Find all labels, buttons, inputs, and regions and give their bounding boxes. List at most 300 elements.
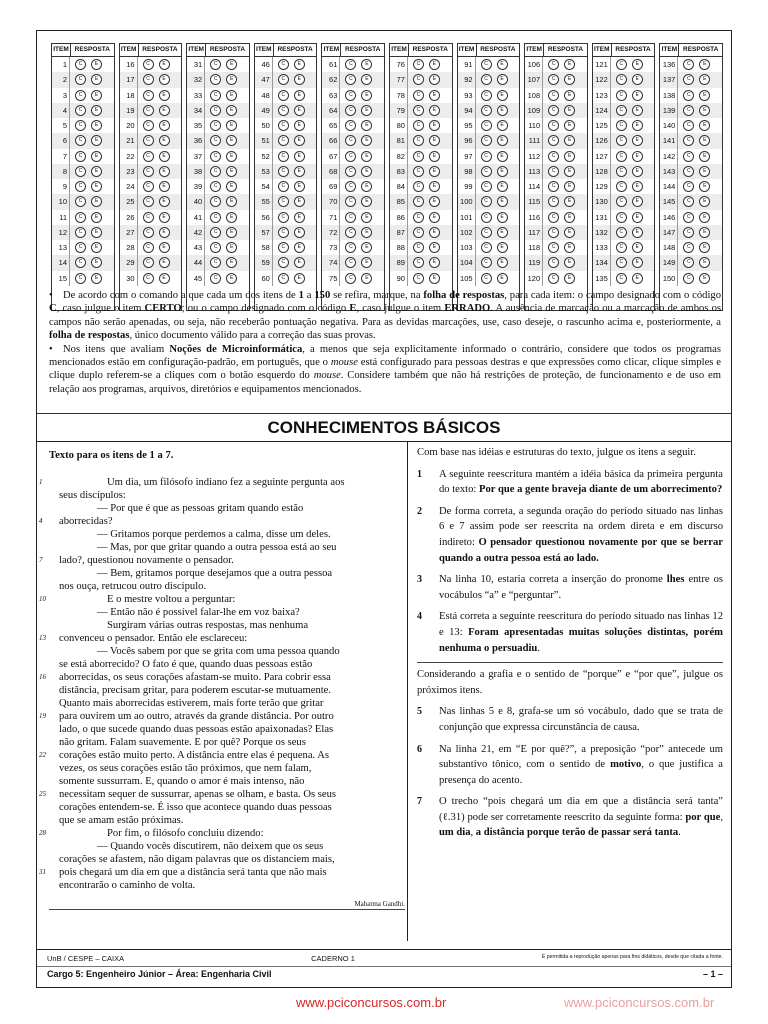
bubble-e[interactable]: E [226, 273, 237, 284]
bubble-c[interactable]: C [616, 105, 627, 116]
bubble-e[interactable]: E [632, 273, 643, 284]
bubble-c[interactable]: C [481, 90, 492, 101]
bubble-e[interactable]: E [429, 212, 440, 223]
bubble-e[interactable]: E [91, 196, 102, 207]
bubble-c[interactable]: C [75, 59, 86, 70]
bubble-e[interactable]: E [294, 257, 305, 268]
bubble-e[interactable]: E [564, 151, 575, 162]
bubble-e[interactable]: E [632, 135, 643, 146]
bubble-c[interactable]: C [548, 257, 559, 268]
bubble-c[interactable]: C [278, 105, 289, 116]
bubble-c[interactable]: C [345, 273, 356, 284]
bubble-c[interactable]: C [75, 242, 86, 253]
bubble-e[interactable]: E [159, 257, 170, 268]
bubble-c[interactable]: C [481, 181, 492, 192]
bubble-e[interactable]: E [497, 59, 508, 70]
bubble-e[interactable]: E [91, 273, 102, 284]
bubble-e[interactable]: E [226, 105, 237, 116]
bubble-e[interactable]: E [91, 212, 102, 223]
bubble-c[interactable]: C [75, 135, 86, 146]
bubble-c[interactable]: C [413, 242, 424, 253]
bubble-c[interactable]: C [683, 181, 694, 192]
bubble-c[interactable]: C [210, 212, 221, 223]
bubble-c[interactable]: C [345, 135, 356, 146]
bubble-e[interactable]: E [632, 242, 643, 253]
bubble-e[interactable]: E [226, 90, 237, 101]
bubble-c[interactable]: C [278, 135, 289, 146]
bubble-e[interactable]: E [429, 181, 440, 192]
bubble-c[interactable]: C [75, 212, 86, 223]
bubble-c[interactable]: C [413, 166, 424, 177]
bubble-e[interactable]: E [429, 257, 440, 268]
bubble-e[interactable]: E [361, 273, 372, 284]
bubble-e[interactable]: E [294, 151, 305, 162]
bubble-e[interactable]: E [429, 242, 440, 253]
bubble-c[interactable]: C [75, 151, 86, 162]
bubble-c[interactable]: C [143, 227, 154, 238]
bubble-c[interactable]: C [481, 151, 492, 162]
bubble-c[interactable]: C [210, 227, 221, 238]
bubble-e[interactable]: E [564, 273, 575, 284]
bubble-e[interactable]: E [564, 74, 575, 85]
bubble-c[interactable]: C [683, 151, 694, 162]
bubble-c[interactable]: C [548, 227, 559, 238]
bubble-e[interactable]: E [632, 196, 643, 207]
bubble-e[interactable]: E [159, 120, 170, 131]
bubble-c[interactable]: C [345, 242, 356, 253]
bubble-c[interactable]: C [210, 120, 221, 131]
bubble-e[interactable]: E [159, 151, 170, 162]
bubble-e[interactable]: E [497, 151, 508, 162]
bubble-e[interactable]: E [361, 242, 372, 253]
bubble-e[interactable]: E [632, 257, 643, 268]
bubble-c[interactable]: C [345, 120, 356, 131]
bubble-c[interactable]: C [210, 135, 221, 146]
bubble-e[interactable]: E [361, 151, 372, 162]
bubble-c[interactable]: C [413, 151, 424, 162]
bubble-e[interactable]: E [699, 196, 710, 207]
bubble-e[interactable]: E [159, 59, 170, 70]
bubble-e[interactable]: E [429, 151, 440, 162]
bubble-c[interactable]: C [345, 74, 356, 85]
bubble-e[interactable]: E [699, 135, 710, 146]
bubble-e[interactable]: E [632, 74, 643, 85]
bubble-c[interactable]: C [616, 196, 627, 207]
bubble-c[interactable]: C [143, 181, 154, 192]
bubble-c[interactable]: C [548, 105, 559, 116]
bubble-c[interactable]: C [75, 105, 86, 116]
bubble-c[interactable]: C [413, 227, 424, 238]
bubble-e[interactable]: E [91, 135, 102, 146]
bubble-c[interactable]: C [210, 181, 221, 192]
bubble-e[interactable]: E [564, 227, 575, 238]
bubble-c[interactable]: C [278, 227, 289, 238]
bubble-c[interactable]: C [278, 90, 289, 101]
bubble-e[interactable]: E [564, 196, 575, 207]
bubble-c[interactable]: C [210, 74, 221, 85]
bubble-e[interactable]: E [632, 120, 643, 131]
bubble-c[interactable]: C [345, 90, 356, 101]
bubble-e[interactable]: E [159, 105, 170, 116]
bubble-c[interactable]: C [210, 151, 221, 162]
bubble-e[interactable]: E [159, 181, 170, 192]
bubble-c[interactable]: C [143, 151, 154, 162]
bubble-c[interactable]: C [345, 196, 356, 207]
bubble-c[interactable]: C [683, 166, 694, 177]
bubble-c[interactable]: C [683, 273, 694, 284]
bubble-c[interactable]: C [143, 135, 154, 146]
bubble-e[interactable]: E [294, 242, 305, 253]
bubble-c[interactable]: C [75, 196, 86, 207]
bubble-c[interactable]: C [616, 74, 627, 85]
bubble-e[interactable]: E [429, 196, 440, 207]
bubble-e[interactable]: E [497, 257, 508, 268]
bubble-e[interactable]: E [632, 59, 643, 70]
bubble-e[interactable]: E [429, 105, 440, 116]
bubble-c[interactable]: C [616, 120, 627, 131]
bubble-e[interactable]: E [226, 257, 237, 268]
bubble-c[interactable]: C [481, 257, 492, 268]
bubble-c[interactable]: C [278, 273, 289, 284]
bubble-e[interactable]: E [226, 59, 237, 70]
bubble-e[interactable]: E [497, 135, 508, 146]
bubble-e[interactable]: E [429, 120, 440, 131]
bubble-e[interactable]: E [91, 120, 102, 131]
bubble-e[interactable]: E [91, 257, 102, 268]
bubble-c[interactable]: C [210, 257, 221, 268]
bubble-c[interactable]: C [75, 273, 86, 284]
bubble-c[interactable]: C [345, 166, 356, 177]
bubble-c[interactable]: C [210, 242, 221, 253]
bubble-c[interactable]: C [278, 257, 289, 268]
bubble-e[interactable]: E [564, 135, 575, 146]
bubble-e[interactable]: E [699, 273, 710, 284]
bubble-e[interactable]: E [159, 273, 170, 284]
bubble-e[interactable]: E [91, 105, 102, 116]
bubble-c[interactable]: C [413, 257, 424, 268]
bubble-e[interactable]: E [294, 181, 305, 192]
bubble-c[interactable]: C [278, 74, 289, 85]
bubble-c[interactable]: C [413, 196, 424, 207]
bubble-c[interactable]: C [345, 257, 356, 268]
bubble-c[interactable]: C [143, 120, 154, 131]
bubble-c[interactable]: C [481, 166, 492, 177]
bubble-c[interactable]: C [75, 90, 86, 101]
bubble-e[interactable]: E [226, 212, 237, 223]
bubble-c[interactable]: C [143, 242, 154, 253]
bubble-c[interactable]: C [75, 166, 86, 177]
bubble-e[interactable]: E [294, 227, 305, 238]
bubble-e[interactable]: E [632, 151, 643, 162]
bubble-c[interactable]: C [548, 196, 559, 207]
bubble-e[interactable]: E [632, 166, 643, 177]
bubble-c[interactable]: C [143, 212, 154, 223]
bubble-e[interactable]: E [699, 227, 710, 238]
bubble-e[interactable]: E [294, 120, 305, 131]
bubble-e[interactable]: E [361, 257, 372, 268]
bubble-c[interactable]: C [143, 166, 154, 177]
bubble-e[interactable]: E [294, 105, 305, 116]
bubble-e[interactable]: E [226, 120, 237, 131]
bubble-e[interactable]: E [564, 105, 575, 116]
bubble-e[interactable]: E [497, 181, 508, 192]
bubble-e[interactable]: E [361, 120, 372, 131]
bubble-c[interactable]: C [548, 181, 559, 192]
bubble-c[interactable]: C [413, 273, 424, 284]
bubble-c[interactable]: C [413, 59, 424, 70]
site-link[interactable]: www.pciconcursos.com.br [296, 995, 447, 1010]
bubble-e[interactable]: E [361, 181, 372, 192]
bubble-e[interactable]: E [361, 196, 372, 207]
bubble-e[interactable]: E [699, 166, 710, 177]
bubble-e[interactable]: E [699, 74, 710, 85]
bubble-e[interactable]: E [91, 227, 102, 238]
bubble-c[interactable]: C [616, 166, 627, 177]
bubble-e[interactable]: E [497, 74, 508, 85]
bubble-e[interactable]: E [564, 181, 575, 192]
bubble-e[interactable]: E [361, 105, 372, 116]
bubble-e[interactable]: E [632, 105, 643, 116]
bubble-c[interactable]: C [548, 212, 559, 223]
bubble-c[interactable]: C [481, 59, 492, 70]
bubble-c[interactable]: C [143, 105, 154, 116]
bubble-e[interactable]: E [429, 90, 440, 101]
bubble-c[interactable]: C [548, 59, 559, 70]
bubble-c[interactable]: C [548, 273, 559, 284]
bubble-e[interactable]: E [564, 59, 575, 70]
bubble-c[interactable]: C [413, 135, 424, 146]
bubble-c[interactable]: C [683, 90, 694, 101]
bubble-e[interactable]: E [564, 120, 575, 131]
bubble-c[interactable]: C [548, 135, 559, 146]
bubble-c[interactable]: C [278, 120, 289, 131]
bubble-c[interactable]: C [481, 227, 492, 238]
bubble-e[interactable]: E [159, 242, 170, 253]
bubble-e[interactable]: E [91, 74, 102, 85]
bubble-e[interactable]: E [91, 90, 102, 101]
bubble-e[interactable]: E [91, 242, 102, 253]
bubble-c[interactable]: C [683, 120, 694, 131]
bubble-e[interactable]: E [699, 120, 710, 131]
bubble-c[interactable]: C [481, 135, 492, 146]
bubble-c[interactable]: C [616, 257, 627, 268]
bubble-c[interactable]: C [345, 59, 356, 70]
bubble-c[interactable]: C [616, 90, 627, 101]
bubble-c[interactable]: C [143, 273, 154, 284]
bubble-c[interactable]: C [683, 59, 694, 70]
bubble-c[interactable]: C [616, 181, 627, 192]
bubble-c[interactable]: C [75, 120, 86, 131]
bubble-c[interactable]: C [413, 105, 424, 116]
bubble-c[interactable]: C [143, 196, 154, 207]
bubble-e[interactable]: E [159, 166, 170, 177]
bubble-e[interactable]: E [361, 59, 372, 70]
bubble-e[interactable]: E [497, 227, 508, 238]
bubble-c[interactable]: C [210, 196, 221, 207]
bubble-e[interactable]: E [91, 181, 102, 192]
bubble-e[interactable]: E [159, 227, 170, 238]
bubble-e[interactable]: E [699, 151, 710, 162]
bubble-e[interactable]: E [429, 59, 440, 70]
bubble-e[interactable]: E [294, 74, 305, 85]
bubble-e[interactable]: E [699, 105, 710, 116]
bubble-c[interactable]: C [548, 242, 559, 253]
bubble-e[interactable]: E [294, 212, 305, 223]
bubble-c[interactable]: C [548, 120, 559, 131]
bubble-e[interactable]: E [361, 166, 372, 177]
bubble-c[interactable]: C [548, 151, 559, 162]
bubble-c[interactable]: C [548, 166, 559, 177]
bubble-c[interactable]: C [278, 151, 289, 162]
bubble-e[interactable]: E [564, 242, 575, 253]
bubble-e[interactable]: E [497, 166, 508, 177]
bubble-c[interactable]: C [345, 227, 356, 238]
bubble-e[interactable]: E [159, 196, 170, 207]
bubble-c[interactable]: C [210, 90, 221, 101]
bubble-e[interactable]: E [564, 90, 575, 101]
bubble-c[interactable]: C [413, 90, 424, 101]
bubble-e[interactable]: E [699, 257, 710, 268]
bubble-e[interactable]: E [294, 135, 305, 146]
bubble-e[interactable]: E [226, 196, 237, 207]
bubble-e[interactable]: E [699, 242, 710, 253]
bubble-e[interactable]: E [429, 227, 440, 238]
bubble-c[interactable]: C [210, 273, 221, 284]
bubble-e[interactable]: E [497, 242, 508, 253]
bubble-e[interactable]: E [497, 196, 508, 207]
bubble-e[interactable]: E [226, 74, 237, 85]
bubble-c[interactable]: C [278, 59, 289, 70]
bubble-e[interactable]: E [226, 135, 237, 146]
bubble-c[interactable]: C [683, 227, 694, 238]
bubble-e[interactable]: E [429, 74, 440, 85]
bubble-e[interactable]: E [159, 135, 170, 146]
bubble-c[interactable]: C [143, 74, 154, 85]
bubble-c[interactable]: C [413, 212, 424, 223]
bubble-e[interactable]: E [497, 212, 508, 223]
bubble-e[interactable]: E [564, 166, 575, 177]
bubble-c[interactable]: C [683, 196, 694, 207]
bubble-c[interactable]: C [278, 242, 289, 253]
bubble-c[interactable]: C [278, 166, 289, 177]
bubble-e[interactable]: E [159, 212, 170, 223]
bubble-c[interactable]: C [210, 59, 221, 70]
bubble-e[interactable]: E [699, 181, 710, 192]
bubble-c[interactable]: C [481, 74, 492, 85]
bubble-e[interactable]: E [361, 212, 372, 223]
bubble-e[interactable]: E [226, 166, 237, 177]
bubble-c[interactable]: C [481, 196, 492, 207]
bubble-c[interactable]: C [481, 105, 492, 116]
bubble-c[interactable]: C [413, 181, 424, 192]
bubble-c[interactable]: C [75, 257, 86, 268]
bubble-c[interactable]: C [345, 151, 356, 162]
bubble-e[interactable]: E [294, 166, 305, 177]
bubble-e[interactable]: E [91, 166, 102, 177]
bubble-e[interactable]: E [429, 166, 440, 177]
bubble-e[interactable]: E [699, 212, 710, 223]
bubble-c[interactable]: C [278, 181, 289, 192]
bubble-e[interactable]: E [159, 90, 170, 101]
bubble-c[interactable]: C [683, 105, 694, 116]
bubble-c[interactable]: C [481, 212, 492, 223]
bubble-e[interactable]: E [497, 273, 508, 284]
bubble-e[interactable]: E [699, 59, 710, 70]
bubble-c[interactable]: C [75, 181, 86, 192]
bubble-c[interactable]: C [616, 227, 627, 238]
bubble-e[interactable]: E [294, 196, 305, 207]
bubble-c[interactable]: C [616, 242, 627, 253]
bubble-c[interactable]: C [210, 105, 221, 116]
bubble-c[interactable]: C [278, 196, 289, 207]
bubble-e[interactable]: E [497, 120, 508, 131]
bubble-c[interactable]: C [683, 212, 694, 223]
bubble-e[interactable]: E [91, 59, 102, 70]
bubble-e[interactable]: E [226, 151, 237, 162]
bubble-c[interactable]: C [548, 74, 559, 85]
bubble-e[interactable]: E [632, 90, 643, 101]
bubble-e[interactable]: E [699, 90, 710, 101]
bubble-c[interactable]: C [75, 74, 86, 85]
bubble-c[interactable]: C [143, 59, 154, 70]
bubble-e[interactable]: E [361, 227, 372, 238]
bubble-c[interactable]: C [481, 120, 492, 131]
bubble-c[interactable]: C [616, 59, 627, 70]
bubble-c[interactable]: C [683, 257, 694, 268]
bubble-c[interactable]: C [616, 135, 627, 146]
bubble-e[interactable]: E [429, 273, 440, 284]
bubble-c[interactable]: C [683, 242, 694, 253]
bubble-c[interactable]: C [616, 151, 627, 162]
bubble-c[interactable]: C [616, 212, 627, 223]
bubble-e[interactable]: E [91, 151, 102, 162]
bubble-c[interactable]: C [683, 135, 694, 146]
bubble-c[interactable]: C [345, 212, 356, 223]
bubble-c[interactable]: C [683, 74, 694, 85]
bubble-e[interactable]: E [497, 90, 508, 101]
bubble-e[interactable]: E [159, 74, 170, 85]
bubble-e[interactable]: E [226, 227, 237, 238]
bubble-e[interactable]: E [226, 242, 237, 253]
bubble-e[interactable]: E [361, 74, 372, 85]
bubble-e[interactable]: E [294, 90, 305, 101]
bubble-e[interactable]: E [632, 227, 643, 238]
bubble-c[interactable]: C [413, 74, 424, 85]
bubble-c[interactable]: C [616, 273, 627, 284]
bubble-c[interactable]: C [548, 90, 559, 101]
bubble-e[interactable]: E [294, 59, 305, 70]
bubble-c[interactable]: C [75, 227, 86, 238]
bubble-c[interactable]: C [413, 120, 424, 131]
bubble-e[interactable]: E [497, 105, 508, 116]
bubble-c[interactable]: C [481, 242, 492, 253]
bubble-e[interactable]: E [564, 212, 575, 223]
bubble-c[interactable]: C [143, 257, 154, 268]
bubble-c[interactable]: C [278, 212, 289, 223]
bubble-e[interactable]: E [564, 257, 575, 268]
bubble-e[interactable]: E [361, 90, 372, 101]
bubble-e[interactable]: E [632, 181, 643, 192]
bubble-c[interactable]: C [143, 90, 154, 101]
bubble-e[interactable]: E [429, 135, 440, 146]
bubble-c[interactable]: C [210, 166, 221, 177]
bubble-c[interactable]: C [345, 105, 356, 116]
bubble-c[interactable]: C [481, 273, 492, 284]
bubble-e[interactable]: E [632, 212, 643, 223]
bubble-e[interactable]: E [361, 135, 372, 146]
bubble-e[interactable]: E [226, 181, 237, 192]
bubble-e[interactable]: E [294, 273, 305, 284]
